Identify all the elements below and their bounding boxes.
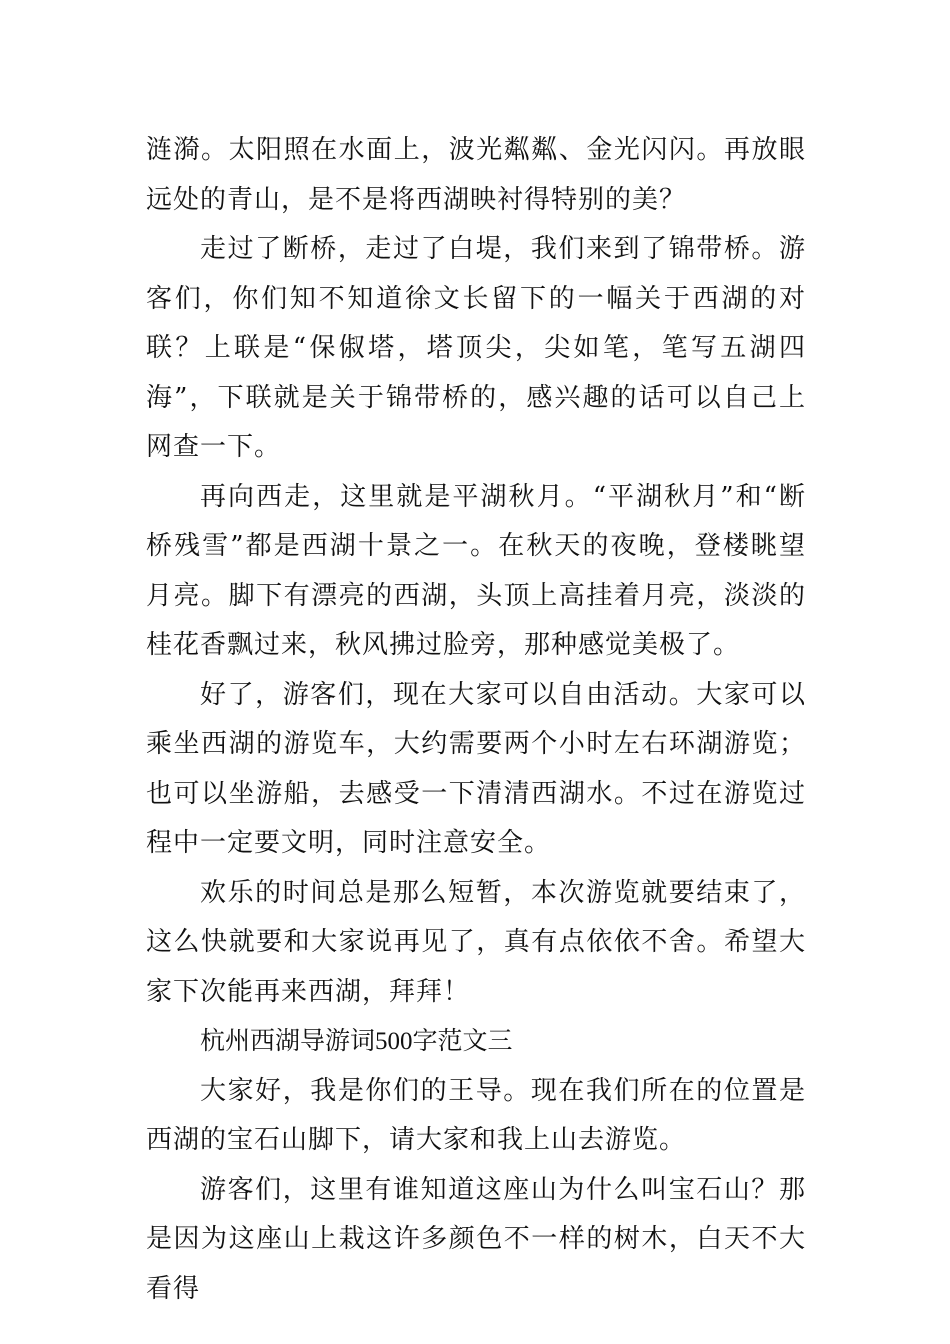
paragraph-1: 涟漪。太阳照在水面上，波光粼粼、金光闪闪。再放眼远处的青山，是不是将西湖映衬得特别的美？	[146, 135, 806, 215]
paragraph-3: 再向西走，这里就是平湖秋月。“平湖秋月”和“断桥残雪”都是西湖十景之一。在秋天的夜晚，登楼眺望月亮。脚下有漂亮的西湖，头顶上高挂着月亮，淡淡的桂花香飘过来，秋风拂过脸旁，那种感觉美极了。	[146, 481, 806, 660]
section-heading: 杭州西湖导游词500字范文三	[200, 1028, 513, 1055]
paragraph-6: 大家好，我是你们的王导。现在我们所在的位置是西湖的宝石山脚下，请大家和我上山去游览。	[146, 1075, 806, 1155]
paragraph-4: 好了，游客们，现在大家可以自由活动。大家可以乘坐西湖的游览车，大约需要两个小时左右环湖游览；也可以坐游船，去感受一下清清西湖水。不过在游览过程中一定要文明，同时注意安全。	[146, 679, 806, 858]
paragraph-2: 走过了断桥，走过了白堤，我们来到了锦带桥。游客们，你们知不知道徐文长留下的一幅关于西湖的对联？上联是“保俶塔，塔顶尖，尖如笔，笔写五湖四海”，下联就是关于锦带桥的，感兴趣的话可以自己上网查一下。	[146, 234, 806, 462]
document-body	[146, 126, 806, 1314]
paragraph-5: 欢乐的时间总是那么短暂，本次游览就要结束了，这么快就要和大家说再见了，真有点依依不舍。希望大家下次能再来西湖，拜拜！	[146, 877, 806, 1007]
paragraph-7: 游客们，这里有谁知道这座山为什么叫宝石山？那是因为这座山上栽这许多颜色不一样的树木，白天不大看得	[146, 1174, 806, 1304]
